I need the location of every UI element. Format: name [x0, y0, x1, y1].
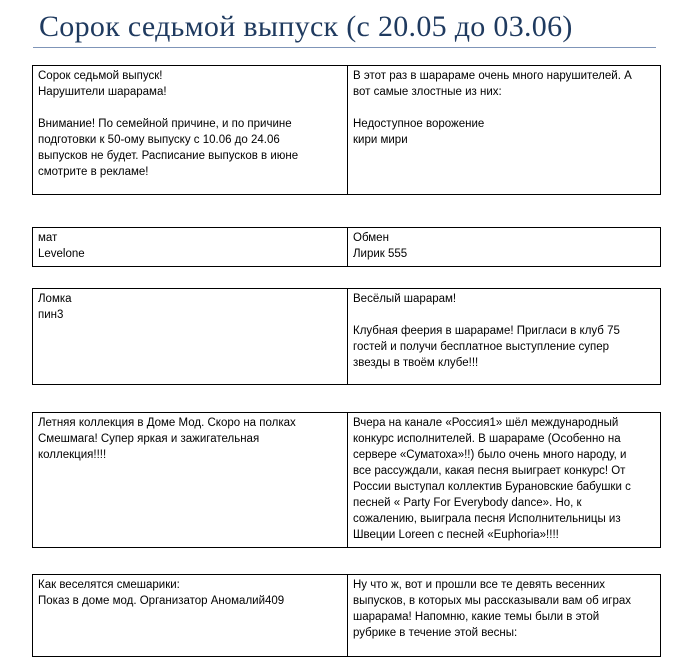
block-2-left-line: Levelone — [38, 248, 85, 260]
block-2-left-line: мат — [38, 232, 58, 244]
block-3-left-line: Ломка — [38, 293, 72, 305]
block-4-right-line: сожалению, выиграла песня Исполнительницы из — [353, 513, 621, 525]
block-5-left-cell — [33, 575, 348, 657]
block-2-right-cell — [348, 228, 661, 267]
block-3-right-line: Весёлый шарарам! — [353, 293, 457, 305]
title-underline — [33, 47, 656, 48]
block-1-right-line: Недоступное ворожение — [353, 118, 485, 130]
block-4-left-line: Смешмага! Супер яркая и зажигательная — [38, 433, 260, 445]
block-4-left-line: Летняя коллекция в Доме Мод. Скоро на полках — [38, 417, 296, 429]
block-1-right-line: кири мири — [353, 134, 408, 146]
block-1-left-line: Сорок седьмой выпуск! — [38, 70, 163, 82]
block-4-right-line: песней « Party For Everybody dance». Но, к — [353, 497, 582, 509]
block-5-right-line: рубрике в течение этой весны: — [353, 627, 518, 639]
block-3-right-cell — [348, 289, 661, 385]
news-block-3 — [32, 288, 661, 385]
block-4-left-line: коллекция!!!! — [38, 449, 107, 461]
news-block-4 — [32, 412, 661, 548]
block-1-right-line: вот самые злостные из них: — [353, 86, 502, 98]
block-1-left-line: Нарушители шарарама! — [38, 86, 167, 98]
block-4-right-line: все рассуждали, какая песня выиграет конкурс! От — [353, 465, 626, 477]
block-3-right-line: Клубная феерия в шарараме! Пригласи в клуб 75 — [353, 325, 620, 337]
news-block-1 — [32, 65, 661, 195]
block-5-right-line: Ну что ж, вот и прошли все те девять весенних — [353, 579, 606, 591]
block-3-left-cell — [33, 289, 348, 385]
block-5-left-line: Как веселятся смешарики: — [38, 579, 180, 591]
block-1-left-line: подготовки к 50-ому выпуску с 10.06 до 24.06 — [38, 134, 280, 146]
block-3-right-line: звезды в твоём клубе!!! — [353, 357, 479, 369]
block-4-right-cell — [348, 413, 661, 548]
block-5-left-line: Показ в доме мод. Организатор Аномалий409 — [38, 595, 285, 607]
block-2-right-line: Обмен — [353, 232, 389, 244]
page-title: Сорок седьмой выпуск (с 20.05 до 03.06) — [39, 10, 573, 43]
block-1-left-line: Внимание! По семейной причине, и по причине — [38, 118, 292, 130]
block-1-left-line: смотрите в рекламе! — [38, 166, 149, 178]
block-3-left-line: пин3 — [38, 309, 64, 321]
block-5-right-line: выпусков, в которых мы рассказывали вам об играх — [353, 595, 632, 607]
block-4-right-line: России выступал коллектив Бурановские бабушки с — [353, 481, 631, 493]
block-4-right-line: сервере «Суматоха»!!) было очень много народу, и — [353, 449, 627, 461]
block-4-left-cell — [33, 413, 348, 548]
block-4-right-line: конкурс исполнителей. В шарараме (Особенно на — [353, 433, 621, 445]
block-1-left-cell — [33, 66, 348, 195]
block-3-right-line: гостей и получи бесплатное выступление супер — [353, 341, 610, 353]
block-1-right-cell — [348, 66, 661, 195]
news-block-5 — [32, 574, 661, 657]
block-1-left-line: выпусков не будет. Расписание выпусков в июне — [38, 150, 299, 162]
block-1-right-line: В этот раз в шарараме очень много нарушителей. А — [353, 70, 632, 82]
block-4-right-line: Вчера на канале «Россия1» шёл международный — [353, 417, 619, 429]
block-5-right-line: шарарама! Напомню, какие темы были в этой — [353, 611, 600, 623]
block-2-left-cell — [33, 228, 348, 267]
block-2-right-line: Лирик 555 — [353, 248, 408, 260]
block-5-right-cell — [348, 575, 661, 657]
news-block-2 — [32, 227, 661, 267]
block-4-right-line: Швеции Loreen с песней «Euphoria»!!!! — [353, 529, 559, 541]
